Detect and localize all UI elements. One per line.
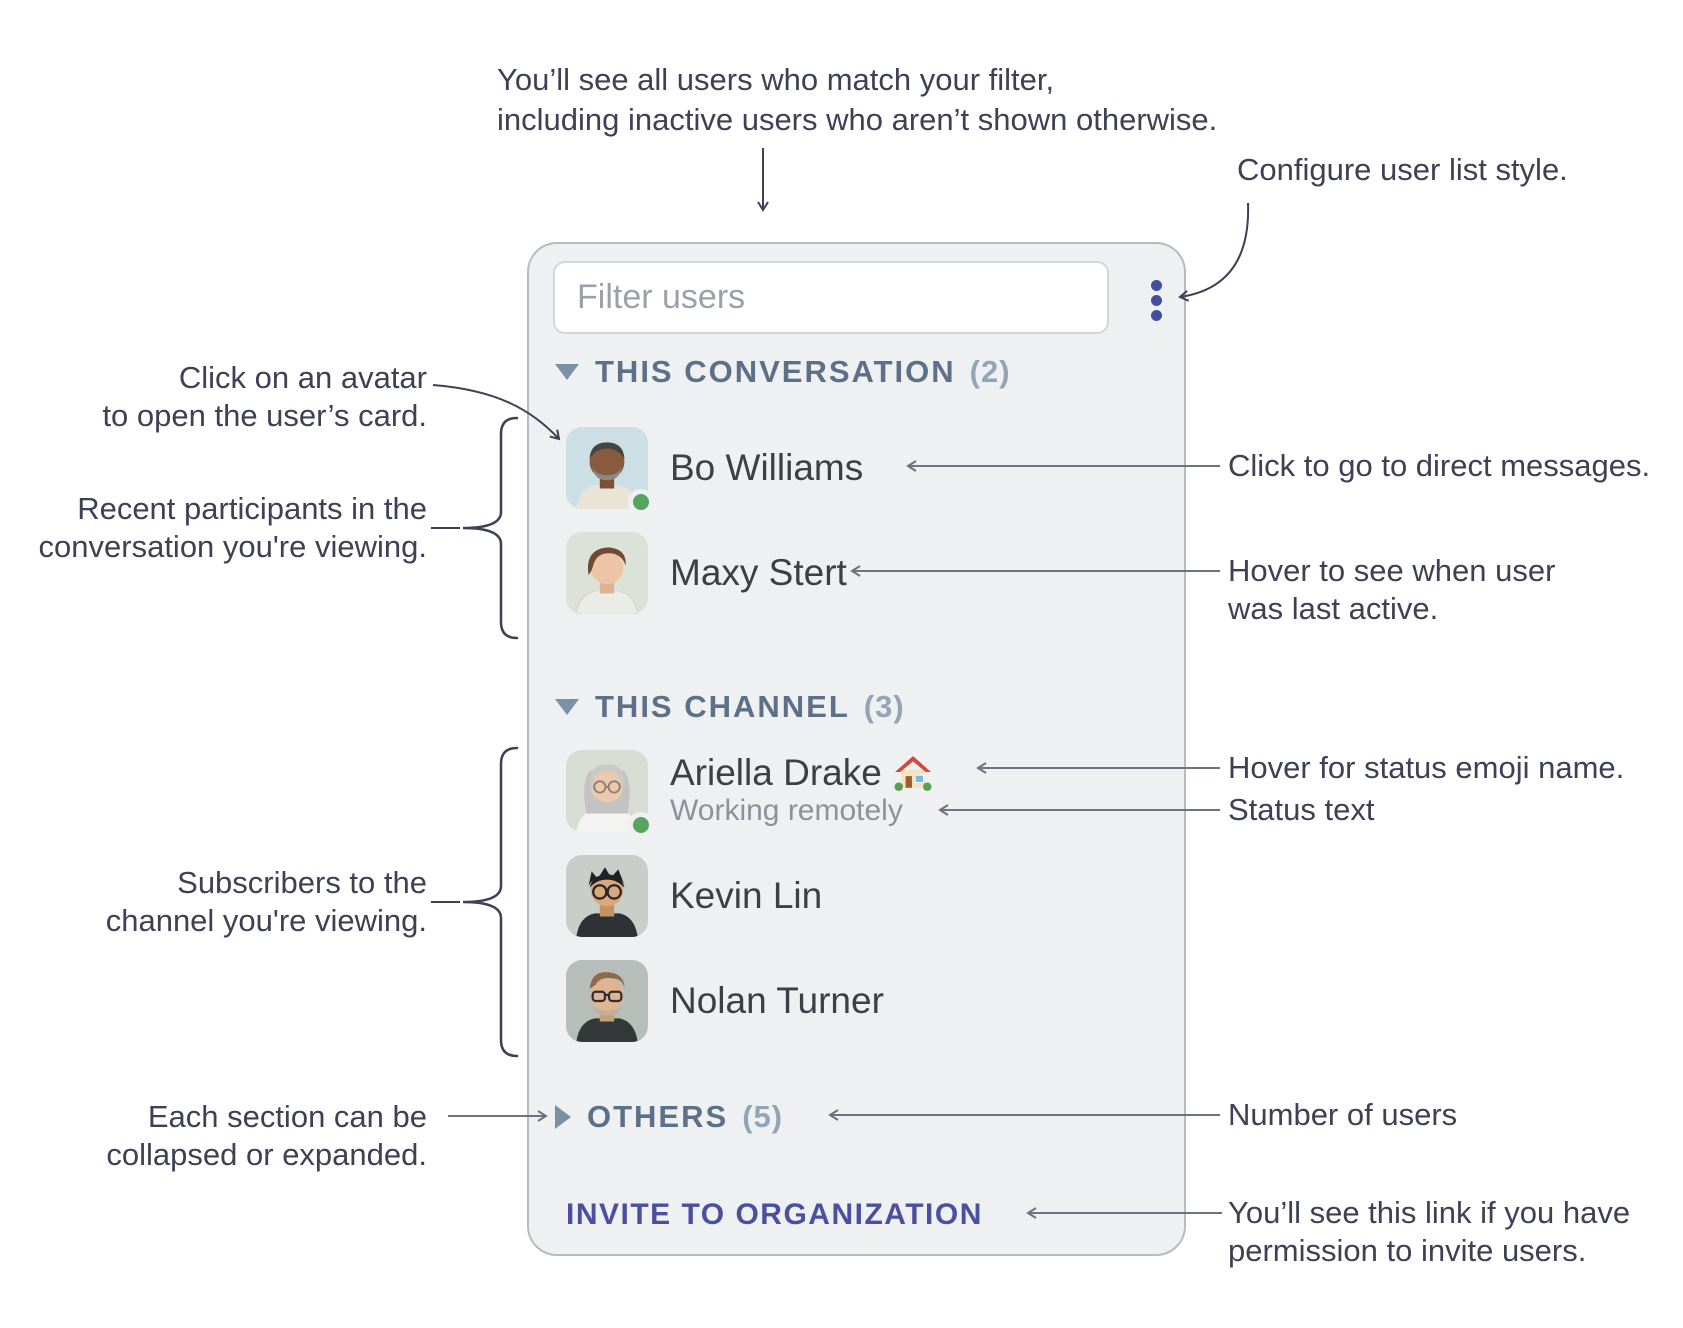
section-count: (5) xyxy=(742,1099,784,1134)
user-status-text: Working remotely xyxy=(670,794,903,827)
kebab-menu-icon[interactable] xyxy=(1135,270,1177,330)
note-status-emoji: Hover for status emoji name. xyxy=(1228,750,1625,785)
note-line: including inactive users who aren’t shown otherwise. xyxy=(497,102,1218,137)
kebab-dot xyxy=(1151,295,1162,306)
note-last-active xyxy=(1228,552,1555,628)
triangle-right-icon xyxy=(555,1105,571,1129)
brace-conversation-section xyxy=(463,418,517,638)
kebab-dot xyxy=(1151,310,1162,321)
note-direct-messages: Click to go to direct messages. xyxy=(1228,448,1651,483)
note-subscribers xyxy=(106,864,427,940)
note-line: Subscribers to the xyxy=(177,865,427,900)
user-row-bo-williams[interactable] xyxy=(566,427,863,509)
house-status-emoji[interactable] xyxy=(894,755,932,791)
note-line: You’ll see all users who match your filter, xyxy=(497,62,1055,97)
note-invite-permission xyxy=(1228,1194,1630,1270)
note-line: to open the user’s card. xyxy=(102,398,427,433)
note-line: collapsed or expanded. xyxy=(106,1137,427,1172)
user-name[interactable]: Bo Williams xyxy=(670,447,864,488)
avatar-image xyxy=(566,532,648,614)
avatar-image xyxy=(566,960,648,1042)
avatar-kevin-lin[interactable] xyxy=(566,855,648,937)
avatar-image xyxy=(566,855,648,937)
note-line: channel you're viewing. xyxy=(105,903,427,938)
arrow-configure-style xyxy=(1180,203,1248,297)
kebab-dot xyxy=(1151,280,1162,291)
user-name[interactable]: Kevin Lin xyxy=(670,875,823,916)
user-row-nolan-turner[interactable] xyxy=(566,960,884,1042)
note-line: Click on an avatar xyxy=(178,360,427,395)
triangle-down-icon xyxy=(555,364,579,380)
note-line: Each section can be xyxy=(147,1099,427,1134)
user-list-panel xyxy=(527,242,1186,1256)
user-row-maxy-stert[interactable] xyxy=(566,532,847,614)
note-number-of-users: Number of users xyxy=(1228,1097,1458,1132)
avatar-bo-williams[interactable] xyxy=(566,427,648,509)
invite-to-organization-link[interactable]: INVITE TO ORGANIZATION xyxy=(566,1198,983,1231)
note-line: Hover to see when user xyxy=(1228,553,1556,588)
user-row-ariella-drake[interactable] xyxy=(566,750,932,832)
triangle-down-icon xyxy=(555,699,579,715)
section-label: OTHERS xyxy=(587,1099,729,1134)
avatar-nolan-turner[interactable] xyxy=(566,960,648,1042)
note-collapse-expand xyxy=(106,1098,427,1174)
section-count: (3) xyxy=(863,689,905,724)
note-configure-style: Configure user list style. xyxy=(1237,152,1568,187)
note-line: permission to invite users. xyxy=(1228,1233,1587,1268)
note-recent-participants xyxy=(39,490,427,566)
presence-active-icon xyxy=(628,812,654,838)
note-filter-results xyxy=(497,60,1217,140)
note-avatar-card xyxy=(102,359,427,435)
brace-channel-section xyxy=(463,748,517,1056)
user-name[interactable]: Ariella Drake xyxy=(670,752,882,793)
avatar-ariella-drake[interactable] xyxy=(566,750,648,832)
presence-active-icon xyxy=(628,489,654,515)
user-row-kevin-lin[interactable] xyxy=(566,855,822,937)
section-count: (2) xyxy=(969,354,1011,389)
section-label: THIS CONVERSATION xyxy=(595,354,956,389)
avatar-maxy-stert[interactable] xyxy=(566,532,648,614)
filter-users-input[interactable] xyxy=(553,261,1109,334)
user-name[interactable]: Nolan Turner xyxy=(670,980,884,1021)
section-header-this-conversation[interactable] xyxy=(529,348,1011,396)
section-label: THIS CHANNEL xyxy=(595,689,850,724)
note-line: was last active. xyxy=(1228,591,1439,626)
note-line: You’ll see this link if you have xyxy=(1228,1195,1631,1230)
note-line: Recent participants in the xyxy=(77,491,427,526)
note-line: conversation you're viewing. xyxy=(38,529,427,564)
section-header-others[interactable] xyxy=(529,1093,783,1141)
section-header-this-channel[interactable] xyxy=(529,683,905,731)
user-name[interactable]: Maxy Stert xyxy=(670,552,847,593)
note-status-text: Status text xyxy=(1228,792,1375,827)
